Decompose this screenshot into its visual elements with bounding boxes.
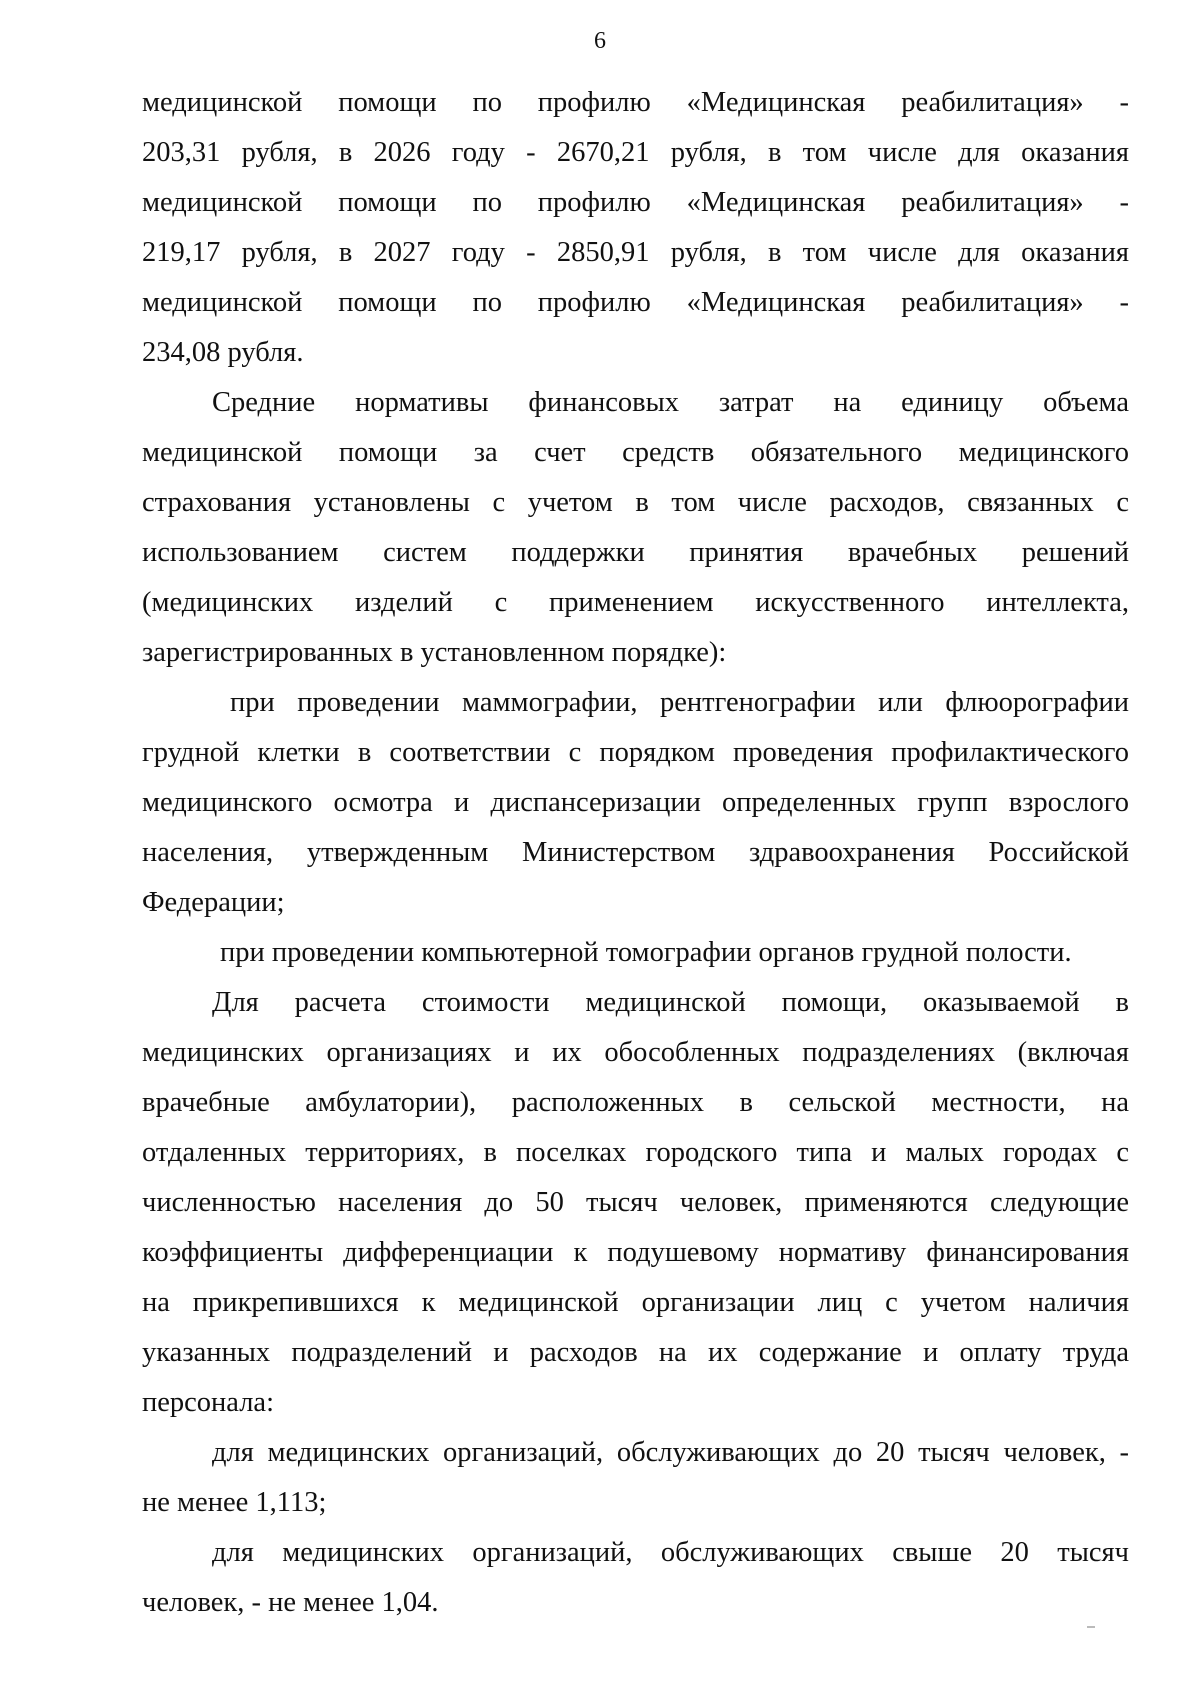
text-line: отдаленных территориях, в поселках городского типа и малых городах с <box>142 1137 1129 1168</box>
text-line: для медицинских организаций, обслуживающих до 20 тысяч человек, - <box>212 1437 1129 1468</box>
text-line: медицинской помощи по профилю «Медицинская реабилитация» - <box>142 287 1129 318</box>
text-line: грудной клетки в соответствии с порядком проведения профилактического <box>142 737 1129 768</box>
text-line: человек, - не менее 1,04. <box>142 1587 439 1618</box>
text-line: указанных подразделений и расходов на их содержание и оплату труда <box>142 1337 1129 1368</box>
text-line: медицинской помощи за счет средств обязательного медицинского <box>142 437 1129 468</box>
text-line: медицинской помощи по профилю «Медицинская реабилитация» - <box>142 187 1129 218</box>
text-line: населения, утвержденным Министерством здравоохранения Российской <box>142 837 1129 868</box>
text-line: страхования установлены с учетом в том числе расходов, связанных с <box>142 487 1129 518</box>
scan-mark <box>1087 1626 1095 1628</box>
text-line: на прикрепившихся к медицинской организации лиц с учетом наличия <box>142 1287 1129 1318</box>
page-number: 6 <box>594 28 606 54</box>
text-line: для медицинских организаций, обслуживающих свыше 20 тысяч <box>212 1537 1129 1568</box>
text-line: коэффициенты дифференциации к подушевому нормативу финансирования <box>142 1237 1129 1268</box>
text-line: (медицинских изделий с применением искусственного интеллекта, <box>142 587 1129 618</box>
text-line: не менее 1,113; <box>142 1487 327 1518</box>
text-line: при проведении маммографии, рентгенографии или флюорографии <box>230 687 1129 718</box>
text-line: 203,31 рубля, в 2026 году - 2670,21 рубля, в том числе для оказания <box>142 137 1129 168</box>
text-line: Для расчета стоимости медицинской помощи, оказываемой в <box>212 987 1129 1018</box>
text-line: медицинского осмотра и диспансеризации определенных групп взрослого <box>142 787 1129 818</box>
text-line: медицинских организациях и их обособленных подразделениях (включая <box>142 1037 1129 1068</box>
text-line: Средние нормативы финансовых затрат на единицу объема <box>212 387 1129 418</box>
text-line: Федерации; <box>142 887 285 918</box>
document-body <box>142 78 1129 1628</box>
text-line: персонала: <box>142 1387 274 1418</box>
text-line: 219,17 рубля, в 2027 году - 2850,91 рубля, в том числе для оказания <box>142 237 1129 268</box>
text-line: медицинской помощи по профилю «Медицинская реабилитация» - <box>142 87 1129 118</box>
text-line: врачебные амбулатории), расположенных в сельской местности, на <box>142 1087 1129 1118</box>
text-line: зарегистрированных в установленном порядке): <box>142 637 727 668</box>
text-line: численностью населения до 50 тысяч человек, применяются следующие <box>142 1187 1129 1218</box>
text-line: использованием систем поддержки принятия врачебных решений <box>142 537 1129 568</box>
text-line: при проведении компьютерной томографии органов грудной полости. <box>220 937 1072 968</box>
text-line: 234,08 рубля. <box>142 337 304 368</box>
